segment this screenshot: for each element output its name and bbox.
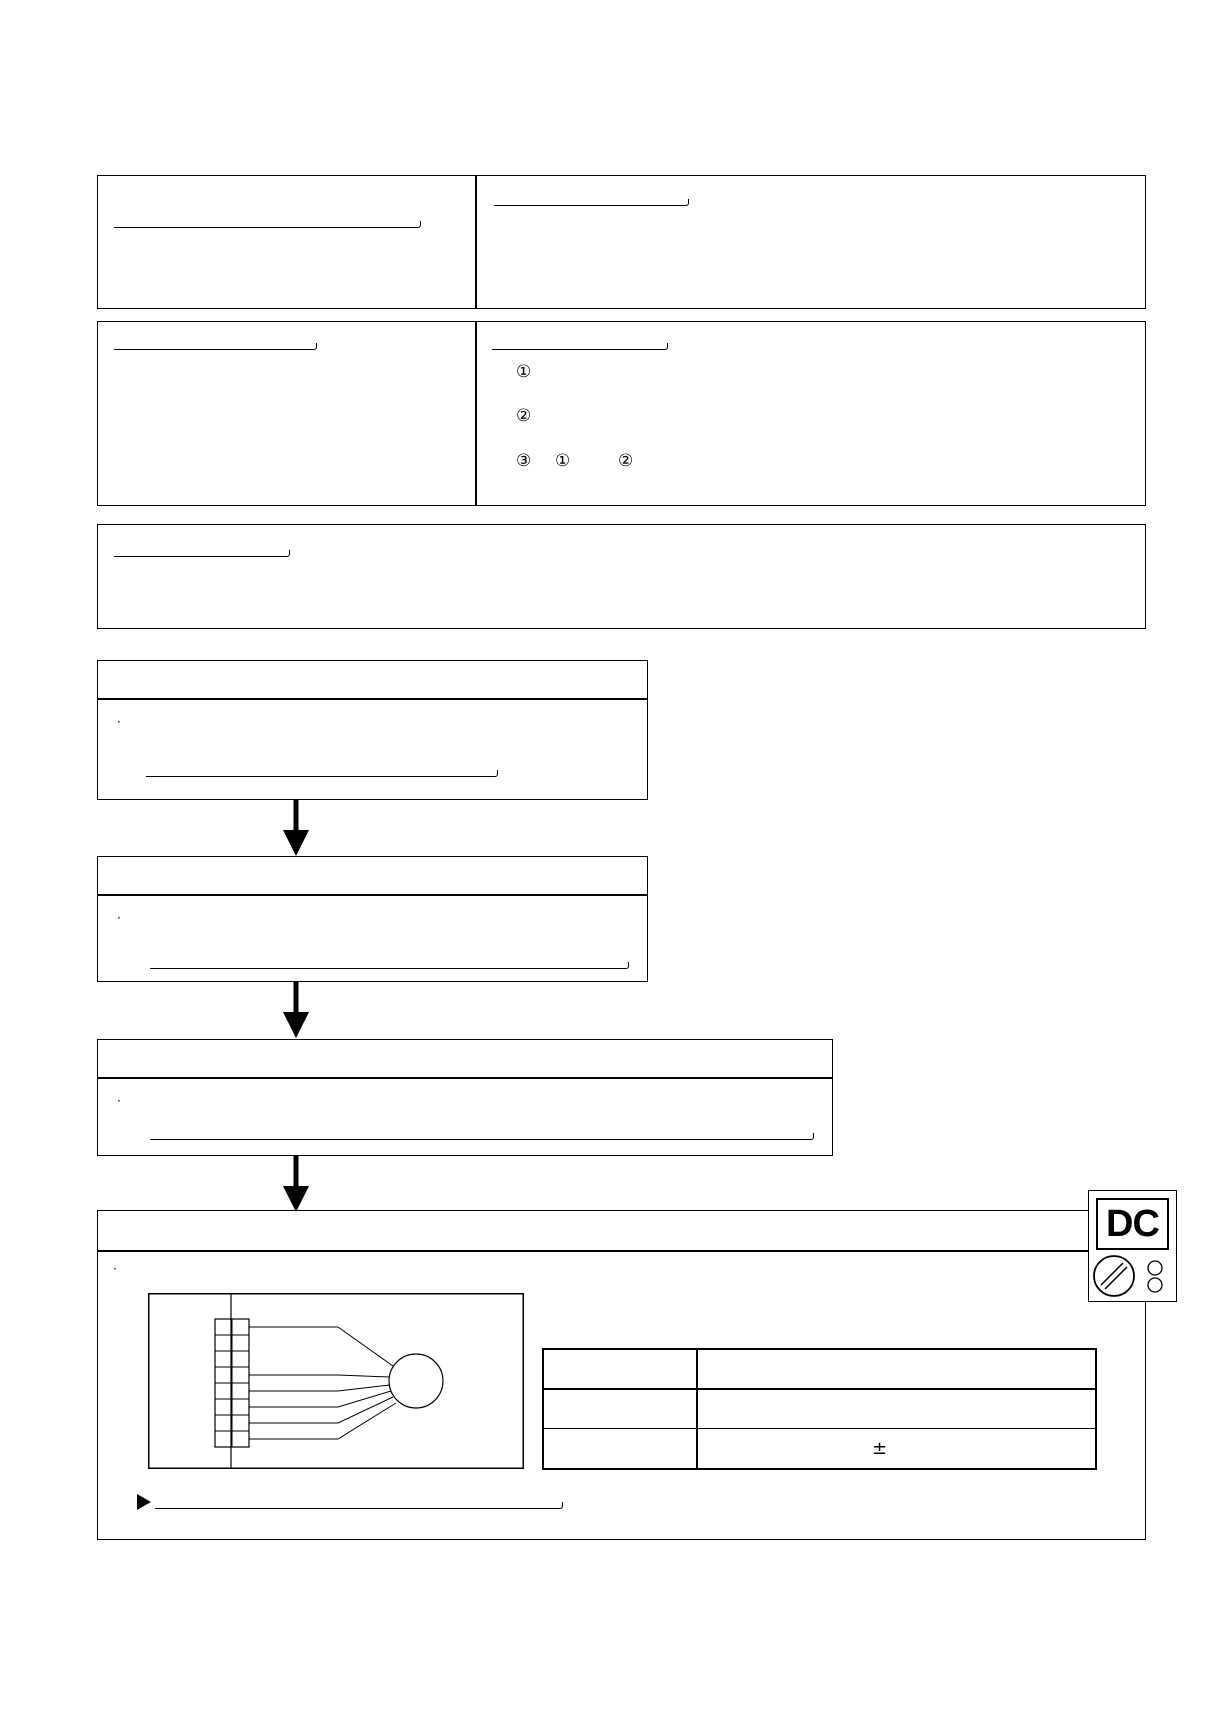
down-arrow <box>281 1156 311 1214</box>
bullet-dot: · <box>113 1262 117 1276</box>
left-heading-underline <box>114 343 317 350</box>
bullet-dot: · <box>117 715 121 729</box>
content-underline <box>150 1133 814 1140</box>
right-heading-underline <box>494 199 689 206</box>
heading-underline <box>114 550 290 557</box>
connector-wiring-diagram <box>148 1293 524 1469</box>
info-panel-3 <box>97 524 1146 629</box>
step-mark-3: ③ <box>516 451 532 471</box>
dc-multimeter-icon <box>1088 1190 1177 1302</box>
left-heading-underline <box>114 221 421 228</box>
measurement-table <box>542 1348 1097 1470</box>
step-mark-1: ① <box>516 362 532 382</box>
note-underline <box>155 1502 563 1509</box>
bullet-dot: · <box>117 1094 121 1108</box>
meter-display <box>1096 1198 1169 1250</box>
tolerance-symbol: ± <box>872 1438 888 1459</box>
info-panel-2 <box>97 321 1146 506</box>
step-mark-2: ② <box>516 406 532 426</box>
triangle-right-icon <box>136 1493 152 1511</box>
step-ref-2: ② <box>618 451 634 471</box>
down-arrow <box>281 800 311 858</box>
step-ref-1: ① <box>555 451 571 471</box>
content-underline <box>150 962 629 969</box>
flow-step-2 <box>97 856 648 982</box>
meter-display-label: DC <box>1106 1202 1159 1245</box>
info-panel-1 <box>97 175 1146 309</box>
meter-dial-icon <box>1089 1251 1178 1301</box>
content-underline <box>146 770 498 777</box>
flow-step-4 <box>97 1210 1146 1540</box>
flow-step-1 <box>97 660 648 800</box>
right-heading-underline <box>492 343 668 350</box>
down-arrow <box>281 982 311 1040</box>
bullet-dot: · <box>117 911 121 925</box>
flow-step-3 <box>97 1039 833 1156</box>
